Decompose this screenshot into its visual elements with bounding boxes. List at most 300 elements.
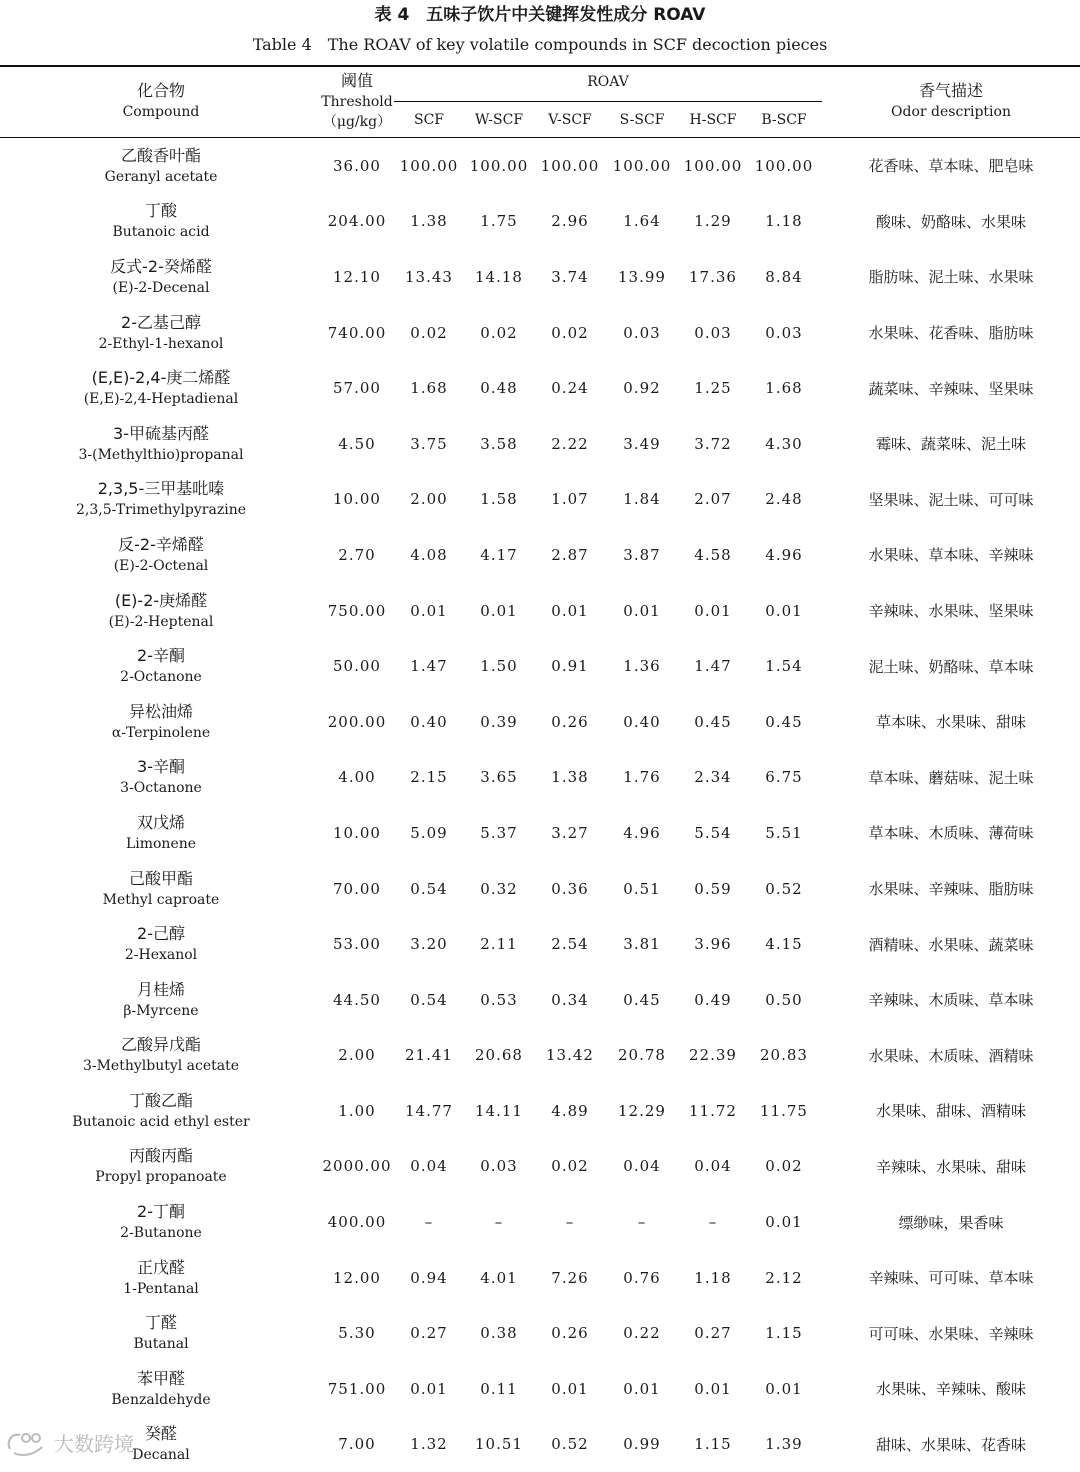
roav-s-scf: 13.99 xyxy=(618,267,666,286)
header-threshold-en: Threshold xyxy=(321,94,393,110)
watermark-logo-icon xyxy=(4,1427,48,1457)
odor-description: 草本味、蘑菇味、泥土味 xyxy=(868,768,1034,787)
compound-name-cn: 癸醛 xyxy=(144,1424,177,1444)
threshold-value: 10.00 xyxy=(333,823,381,842)
roav-s-scf: 0.92 xyxy=(623,379,661,398)
compound-name-cn: 月桂烯 xyxy=(136,979,185,999)
odor-description: 酸味、奶酪味、水果味 xyxy=(875,212,1026,231)
roav-scf: 13.43 xyxy=(405,267,453,286)
roav-scf: 0.01 xyxy=(410,601,448,620)
roav-w-scf: 4.01 xyxy=(480,1268,518,1287)
roav-scf: 0.54 xyxy=(410,879,448,898)
roav-b-scf: 0.02 xyxy=(765,1157,803,1176)
table-row xyxy=(0,861,1080,917)
odor-description: 水果味、辛辣味、酸味 xyxy=(875,1380,1026,1399)
roav-h-scf: – xyxy=(708,1213,718,1232)
roav-v-scf: 0.26 xyxy=(551,1324,589,1343)
roav-h-scf: 0.45 xyxy=(694,712,732,731)
compound-name-cn: 苯甲醛 xyxy=(136,1368,185,1388)
roav-h-scf: 22.39 xyxy=(689,1046,737,1065)
table-row xyxy=(0,805,1080,861)
roav-w-scf: 0.38 xyxy=(480,1324,518,1343)
compound-name-en: Methyl caproate xyxy=(102,891,220,908)
roav-scf: 0.94 xyxy=(410,1268,448,1287)
roav-w-scf: 0.11 xyxy=(480,1379,518,1398)
compound-name-en: 2-Hexanol xyxy=(124,947,198,964)
roav-h-scf: 1.47 xyxy=(694,657,732,676)
table-row xyxy=(0,1083,1080,1139)
header-compound xyxy=(0,80,322,122)
roav-v-scf: 0.01 xyxy=(551,1379,589,1398)
compound-name-cn: 2-乙基己醇 xyxy=(121,312,201,332)
roav-v-scf: 0.24 xyxy=(551,379,589,398)
roav-s-scf: 3.49 xyxy=(623,434,661,453)
roav-v-scf: 3.27 xyxy=(551,823,589,842)
odor-description: 水果味、木质味、酒精味 xyxy=(868,1046,1034,1065)
roav-w-scf: 1.50 xyxy=(480,657,518,676)
roav-s-scf: 1.36 xyxy=(623,657,661,676)
compound-cell xyxy=(0,416,322,472)
roav-w-scf: 0.39 xyxy=(480,712,518,731)
roav-b-scf: 0.01 xyxy=(765,601,803,620)
roav-w-scf: – xyxy=(494,1213,504,1232)
roav-scf: 100.00 xyxy=(399,156,459,175)
roav-h-scf: 2.07 xyxy=(694,490,732,509)
roav-v-scf: 4.89 xyxy=(551,1101,589,1120)
compound-name-en: Geranyl acetate xyxy=(104,168,218,185)
compound-name-en: 2-Ethyl-1-hexanol xyxy=(98,335,224,352)
compound-name-cn: 乙酸香叶酯 xyxy=(120,145,201,165)
threshold-value: 750.00 xyxy=(327,601,387,620)
roav-h-scf: 1.29 xyxy=(694,212,732,231)
compound-cell xyxy=(0,694,322,750)
roav-h-scf: 4.58 xyxy=(694,545,732,564)
roav-s-scf: 1.76 xyxy=(623,768,661,787)
roav-b-scf: 1.68 xyxy=(765,379,803,398)
threshold-value: 7.00 xyxy=(338,1435,376,1454)
odor-description: 可可味、水果味、辛辣味 xyxy=(868,1324,1034,1343)
header-group-v-scf: V-SCF xyxy=(548,112,592,128)
roav-v-scf: 3.74 xyxy=(551,267,589,286)
roav-scf: 1.47 xyxy=(410,657,448,676)
odor-description: 水果味、草本味、辛辣味 xyxy=(868,546,1034,565)
roav-v-scf: 0.52 xyxy=(551,1435,589,1454)
roav-b-scf: 2.12 xyxy=(765,1268,803,1287)
roav-b-scf: 1.15 xyxy=(765,1324,803,1343)
roav-b-scf: 4.15 xyxy=(765,935,803,954)
compound-name-en: 2,3,5-Trimethylpyrazine xyxy=(75,502,247,519)
odor-description: 水果味、辛辣味、脂肪味 xyxy=(868,880,1034,899)
header-compound-en: Compound xyxy=(122,104,200,120)
compound-name-cn: (E)-2-庚烯醛 xyxy=(114,590,208,610)
roav-h-scf: 1.25 xyxy=(694,379,732,398)
roav-scf: 0.40 xyxy=(410,712,448,731)
roav-scf: 4.08 xyxy=(410,545,448,564)
compound-name-en: Propyl propanoate xyxy=(95,1169,227,1186)
roav-s-scf: 4.96 xyxy=(623,823,661,842)
threshold-value: 4.50 xyxy=(338,434,376,453)
compound-name-en: 2-Butanone xyxy=(120,1225,202,1242)
odor-description: 草本味、木质味、薄荷味 xyxy=(868,824,1034,843)
roav-b-scf: 1.39 xyxy=(765,1435,803,1454)
roav-scf: 2.15 xyxy=(410,768,448,787)
roav-v-scf: – xyxy=(565,1213,575,1232)
threshold-value: 10.00 xyxy=(333,490,381,509)
compound-cell xyxy=(0,861,322,917)
roav-b-scf: 20.83 xyxy=(760,1046,808,1065)
table-row xyxy=(0,1139,1080,1195)
compound-cell xyxy=(0,1305,322,1361)
roav-scf: 0.27 xyxy=(410,1324,448,1343)
odor-description: 花香味、草本味、肥皂味 xyxy=(868,157,1034,176)
header-group-s-scf: S-SCF xyxy=(619,112,665,128)
header-compound-cn: 化合物 xyxy=(136,81,185,100)
odor-description: 草本味、水果味、甜味 xyxy=(875,713,1026,732)
roav-w-scf: 2.11 xyxy=(480,935,518,954)
roav-scf: 1.32 xyxy=(410,1435,448,1454)
threshold-value: 2.70 xyxy=(338,545,376,564)
roav-v-scf: 2.22 xyxy=(551,434,589,453)
roav-w-scf: 20.68 xyxy=(475,1046,523,1065)
roav-w-scf: 100.00 xyxy=(469,156,529,175)
roav-s-scf: 0.99 xyxy=(623,1435,661,1454)
compound-name-en: (E,E)-2,4-Heptadienal xyxy=(83,391,239,408)
roav-scf: – xyxy=(424,1213,434,1232)
table-row xyxy=(0,194,1080,250)
roav-scf: 3.20 xyxy=(410,935,448,954)
roav-v-scf: 7.26 xyxy=(551,1268,589,1287)
table-row xyxy=(0,1305,1080,1361)
compound-name-en: α-Terpinolene xyxy=(111,724,211,741)
roav-w-scf: 4.17 xyxy=(480,545,518,564)
roav-s-scf: 12.29 xyxy=(618,1101,666,1120)
compound-name-en: (E)-2-Heptenal xyxy=(108,613,214,630)
odor-description: 霉味、蔬菜味、泥土味 xyxy=(875,435,1026,454)
roav-h-scf: 0.59 xyxy=(694,879,732,898)
threshold-value: 2000.00 xyxy=(322,1157,392,1176)
odor-description: 辛辣味、水果味、坚果味 xyxy=(868,602,1034,621)
roav-h-scf: 1.15 xyxy=(694,1435,732,1454)
roav-b-scf: 11.75 xyxy=(760,1101,808,1120)
roav-v-scf: 0.91 xyxy=(551,657,589,676)
roav-s-scf: 1.84 xyxy=(623,490,661,509)
table-caption-cn: 表 4 五味子饮片中关键挥发性成分 ROAV xyxy=(374,5,706,25)
roav-s-scf: 0.45 xyxy=(623,990,661,1009)
table-body xyxy=(0,138,1080,1472)
threshold-value: 44.50 xyxy=(333,990,381,1009)
table-row xyxy=(0,1194,1080,1250)
table-row xyxy=(0,583,1080,639)
roav-s-scf: – xyxy=(637,1213,647,1232)
roav-h-scf: 3.96 xyxy=(694,935,732,954)
roav-scf: 21.41 xyxy=(405,1046,453,1065)
compound-name-cn: (E,E)-2,4-庚二烯醛 xyxy=(91,368,231,388)
compound-name-cn: 2,3,5-三甲基吡嗪 xyxy=(97,479,225,499)
compound-cell xyxy=(0,1083,322,1139)
roav-w-scf: 0.01 xyxy=(480,601,518,620)
roav-v-scf: 0.34 xyxy=(551,990,589,1009)
roav-h-scf: 17.36 xyxy=(689,267,737,286)
header-group-w-scf: W-SCF xyxy=(474,112,524,128)
roav-b-scf: 6.75 xyxy=(765,768,803,787)
roav-w-scf: 0.03 xyxy=(480,1157,518,1176)
threshold-value: 12.00 xyxy=(333,1268,381,1287)
header-group-b-scf: B-SCF xyxy=(761,112,807,128)
compound-cell xyxy=(0,1139,322,1195)
compound-name-cn: 丁酸乙酯 xyxy=(128,1090,193,1110)
watermark-text: 大数跨境 xyxy=(54,1431,134,1456)
table-row xyxy=(0,694,1080,750)
compound-name-en: Limonene xyxy=(125,835,197,852)
odor-description: 泥土味、奶酪味、草本味 xyxy=(868,657,1034,676)
roav-v-scf: 2.54 xyxy=(551,935,589,954)
compound-name-en: 3-(Methylthio)propanal xyxy=(78,446,244,463)
roav-s-scf: 3.81 xyxy=(623,935,661,954)
roav-scf: 0.04 xyxy=(410,1157,448,1176)
roav-s-scf: 0.04 xyxy=(623,1157,661,1176)
roav-w-scf: 0.48 xyxy=(480,379,518,398)
threshold-value: 751.00 xyxy=(327,1379,387,1398)
table-row xyxy=(0,1028,1080,1084)
compound-cell xyxy=(0,527,322,583)
compound-name-en: Butanoic acid ethyl ester xyxy=(72,1113,250,1130)
roav-scf: 0.01 xyxy=(410,1379,448,1398)
compound-name-cn: 丙酸丙酯 xyxy=(128,1146,193,1166)
threshold-value: 740.00 xyxy=(327,323,387,342)
roav-scf: 5.09 xyxy=(410,823,448,842)
roav-b-scf: 0.01 xyxy=(765,1379,803,1398)
compound-name-en: 3-Octanone xyxy=(120,780,202,797)
roav-s-scf: 100.00 xyxy=(612,156,672,175)
roav-h-scf: 5.54 xyxy=(694,823,732,842)
compound-name-en: Decanal xyxy=(132,1447,190,1464)
compound-name-cn: 3-甲硫基丙醛 xyxy=(113,423,209,443)
compound-cell xyxy=(0,1361,322,1417)
header-roav: ROAV xyxy=(587,74,629,90)
roav-w-scf: 0.32 xyxy=(480,879,518,898)
compound-name-cn: 乙酸异戊酯 xyxy=(120,1035,201,1055)
roav-scf: 14.77 xyxy=(405,1101,453,1120)
roav-b-scf: 0.52 xyxy=(765,879,803,898)
roav-h-scf: 0.04 xyxy=(694,1157,732,1176)
roav-b-scf: 4.96 xyxy=(765,545,803,564)
threshold-value: 400.00 xyxy=(327,1213,387,1232)
compound-cell xyxy=(0,1194,322,1250)
compound-name-cn: 丁醛 xyxy=(144,1313,177,1333)
roav-h-scf: 2.34 xyxy=(694,768,732,787)
roav-b-scf: 5.51 xyxy=(765,823,803,842)
roav-s-scf: 0.51 xyxy=(623,879,661,898)
odor-description: 坚果味、泥土味、可可味 xyxy=(868,490,1034,509)
threshold-value: 70.00 xyxy=(333,879,381,898)
threshold-value: 2.00 xyxy=(338,1046,376,1065)
compound-name-cn: 2-辛酮 xyxy=(137,646,185,666)
odor-description: 辛辣味、可可味、草本味 xyxy=(868,1269,1034,1288)
compound-cell xyxy=(0,472,322,528)
roav-scf: 1.68 xyxy=(410,379,448,398)
roav-h-scf: 11.72 xyxy=(689,1101,737,1120)
roav-s-scf: 20.78 xyxy=(618,1046,666,1065)
roav-b-scf: 0.45 xyxy=(765,712,803,731)
odor-description: 脂肪味、泥土味、水果味 xyxy=(868,268,1034,287)
compound-name-cn: 2-丁酮 xyxy=(137,1202,185,1222)
roav-v-scf: 0.02 xyxy=(551,1157,589,1176)
roav-s-scf: 0.01 xyxy=(623,1379,661,1398)
threshold-value: 53.00 xyxy=(333,935,381,954)
roav-w-scf: 1.75 xyxy=(480,212,518,231)
compound-name-cn: 丁酸 xyxy=(144,201,177,221)
roav-v-scf: 2.87 xyxy=(551,545,589,564)
odor-description: 酒精味、水果味、蔬菜味 xyxy=(868,935,1034,954)
roav-b-scf: 1.18 xyxy=(765,212,803,231)
roav-b-scf: 0.03 xyxy=(765,323,803,342)
roav-v-scf: 0.36 xyxy=(551,879,589,898)
roav-h-scf: 100.00 xyxy=(683,156,743,175)
header-odor-cn: 香气描述 xyxy=(918,81,983,100)
roav-h-scf: 0.49 xyxy=(694,990,732,1009)
table-row xyxy=(0,527,1080,583)
compound-cell xyxy=(0,138,322,194)
roav-w-scf: 3.58 xyxy=(480,434,518,453)
roav-b-scf: 1.54 xyxy=(765,657,803,676)
compound-name-en: (E)-2-Octenal xyxy=(113,557,209,574)
roav-rule xyxy=(394,101,822,102)
compound-cell xyxy=(0,1250,322,1306)
roav-b-scf: 4.30 xyxy=(765,434,803,453)
odor-description: 蔬菜味、辛辣味、坚果味 xyxy=(868,379,1034,398)
roav-b-scf: 0.01 xyxy=(765,1213,803,1232)
table-row xyxy=(0,1361,1080,1417)
table-row xyxy=(0,972,1080,1028)
threshold-value: 200.00 xyxy=(327,712,387,731)
threshold-value: 1.00 xyxy=(338,1101,376,1120)
table-row xyxy=(0,472,1080,528)
roav-w-scf: 5.37 xyxy=(480,823,518,842)
roav-scf: 0.02 xyxy=(410,323,448,342)
roav-b-scf: 100.00 xyxy=(754,156,814,175)
compound-cell xyxy=(0,305,322,361)
table-row xyxy=(0,138,1080,194)
odor-description: 辛辣味、水果味、甜味 xyxy=(875,1157,1026,1176)
table-row xyxy=(0,249,1080,305)
threshold-value: 5.30 xyxy=(338,1324,376,1343)
compound-cell xyxy=(0,194,322,250)
roav-v-scf: 0.01 xyxy=(551,601,589,620)
roav-v-scf: 1.38 xyxy=(551,768,589,787)
roav-h-scf: 0.27 xyxy=(694,1324,732,1343)
odor-description: 辛辣味、木质味、草本味 xyxy=(868,991,1034,1010)
odor-description: 水果味、花香味、脂肪味 xyxy=(868,324,1034,343)
threshold-value: 12.10 xyxy=(333,267,381,286)
roav-scf: 1.38 xyxy=(410,212,448,231)
roav-s-scf: 0.22 xyxy=(623,1324,661,1343)
compound-name-cn: 正戊醛 xyxy=(136,1257,185,1277)
roav-b-scf: 0.50 xyxy=(765,990,803,1009)
header-odor-en: Odor description xyxy=(891,104,1011,120)
compound-cell xyxy=(0,1028,322,1084)
compound-cell xyxy=(0,972,322,1028)
roav-w-scf: 14.11 xyxy=(475,1101,523,1120)
header-threshold-unit: （μg/kg） xyxy=(322,114,392,130)
table-row xyxy=(0,305,1080,361)
compound-name-en: β-Myrcene xyxy=(123,1002,199,1019)
roav-h-scf: 0.01 xyxy=(694,1379,732,1398)
threshold-value: 50.00 xyxy=(333,657,381,676)
compound-name-cn: 双戊烯 xyxy=(136,812,185,832)
table-row xyxy=(0,638,1080,694)
threshold-value: 36.00 xyxy=(333,156,381,175)
top-rule xyxy=(0,65,1080,67)
roav-w-scf: 14.18 xyxy=(475,267,523,286)
roav-v-scf: 100.00 xyxy=(540,156,600,175)
compound-name-en: Butanal xyxy=(133,1336,189,1353)
table-row xyxy=(0,416,1080,472)
roav-scf: 2.00 xyxy=(410,490,448,509)
header-threshold-cn: 阈值 xyxy=(340,71,373,90)
compound-name-en: (E)-2-Decenal xyxy=(112,279,210,296)
table-caption-en: Table 4 The ROAV of key volatile compounds in SCF decoction pieces xyxy=(252,35,828,54)
roav-w-scf: 0.02 xyxy=(480,323,518,342)
compound-cell xyxy=(0,360,322,416)
compound-cell xyxy=(0,583,322,639)
compound-name-cn: 反式-2-癸烯醛 xyxy=(110,256,212,276)
roav-s-scf: 0.40 xyxy=(623,712,661,731)
compound-name-cn: 异松油烯 xyxy=(128,701,193,721)
header-odor xyxy=(822,80,1080,122)
roav-v-scf: 0.02 xyxy=(551,323,589,342)
roav-w-scf: 3.65 xyxy=(480,768,518,787)
roav-h-scf: 3.72 xyxy=(694,434,732,453)
compound-cell xyxy=(0,750,322,806)
roav-s-scf: 1.64 xyxy=(623,212,661,231)
table-row xyxy=(0,1250,1080,1306)
odor-description: 甜味、水果味、花香味 xyxy=(875,1435,1026,1454)
compound-name-en: 3-Methylbutyl acetate xyxy=(82,1058,240,1075)
roav-w-scf: 0.53 xyxy=(480,990,518,1009)
header-group-scf: SCF xyxy=(413,112,445,128)
odor-description: 缥缈味，果香味 xyxy=(898,1213,1004,1232)
roav-v-scf: 2.96 xyxy=(551,212,589,231)
table-row xyxy=(0,360,1080,416)
roav-scf: 3.75 xyxy=(410,434,448,453)
compound-name-en: Benzaldehyde xyxy=(111,1391,211,1408)
header-threshold xyxy=(320,70,394,132)
header-group-h-scf: H-SCF xyxy=(689,112,737,128)
threshold-value: 57.00 xyxy=(333,379,381,398)
threshold-value: 4.00 xyxy=(338,768,376,787)
compound-name-en: 2-Octanone xyxy=(120,669,202,686)
compound-name-cn: 己酸甲酯 xyxy=(128,868,193,888)
compound-name-cn: 3-辛酮 xyxy=(137,757,185,777)
roav-v-scf: 13.42 xyxy=(546,1046,594,1065)
compound-name-en: Butanoic acid xyxy=(112,224,210,241)
roav-s-scf: 0.01 xyxy=(623,601,661,620)
roav-h-scf: 0.03 xyxy=(694,323,732,342)
roav-b-scf: 8.84 xyxy=(765,267,803,286)
roav-b-scf: 2.48 xyxy=(765,490,803,509)
roav-scf: 0.54 xyxy=(410,990,448,1009)
threshold-value: 204.00 xyxy=(327,212,387,231)
compound-cell xyxy=(0,916,322,972)
table-row xyxy=(0,750,1080,806)
roav-h-scf: 0.01 xyxy=(694,601,732,620)
table-row xyxy=(0,1417,1080,1472)
roav-h-scf: 1.18 xyxy=(694,1268,732,1287)
compound-name-cn: 2-己醇 xyxy=(137,924,185,944)
roav-w-scf: 1.58 xyxy=(480,490,518,509)
watermark xyxy=(4,1424,144,1460)
roav-s-scf: 3.87 xyxy=(623,545,661,564)
